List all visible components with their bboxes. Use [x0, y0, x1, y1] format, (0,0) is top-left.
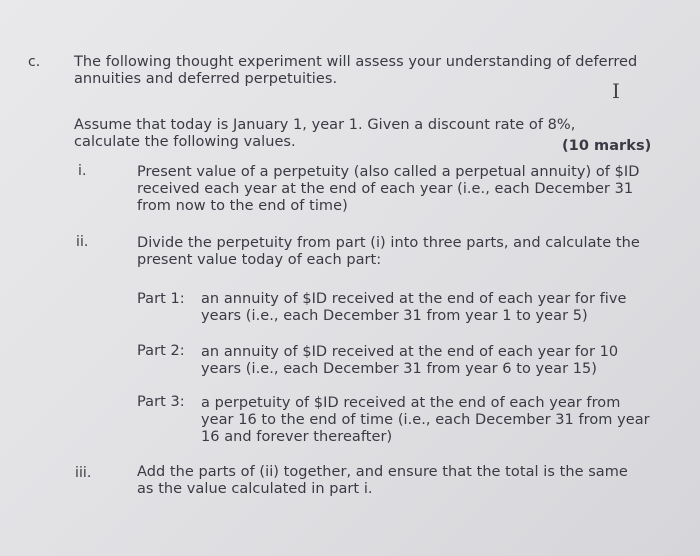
intro-line-1: The following thought experiment will assess your understanding of deferred	[74, 54, 638, 70]
subpart-1-line-2: years (i.e., each December 31 from year 1 to year 5)	[201, 308, 588, 324]
part-i-line-1: Present value of a perpetuity (also called a perpetual annuity) of $ID	[137, 164, 640, 180]
part-i-marker: i.	[78, 163, 87, 179]
subpart-2-line-2: years (i.e., each December 31 from year 6 to year 15)	[201, 361, 598, 377]
subpart-3-line-2: year 16 to the end of time (i.e., each December 31 from year	[201, 412, 650, 428]
part-iii-marker: iii.	[75, 465, 92, 481]
part-i-line-2: received each year at the end of each year (i.e., each December 31	[137, 181, 634, 197]
subpart-2-line-1: an annuity of $ID received at the end of each year for 10	[201, 344, 619, 360]
part-i-line-3: from now to the end of time)	[137, 198, 348, 214]
text-cursor-icon: I	[612, 79, 620, 103]
subpart-1-label: Part 1:	[137, 291, 185, 307]
part-ii-line-1: Divide the perpetuity from part (i) into three parts, and calculate the	[137, 235, 640, 251]
question-label: c.	[28, 54, 41, 70]
part-ii-line-2: present value today of each part:	[137, 252, 382, 268]
subpart-3-line-1: a perpetuity of $ID received at the end of each year from	[201, 395, 621, 411]
assume-line-2: calculate the following values.	[74, 134, 296, 150]
intro-line-2: annuities and deferred perpetuities.	[74, 71, 338, 87]
subpart-2-label: Part 2:	[137, 343, 185, 359]
subpart-3-label: Part 3:	[137, 394, 185, 410]
subpart-3-line-3: 16 and forever thereafter)	[201, 429, 393, 445]
subpart-1-line-1: an annuity of $ID received at the end of each year for five	[201, 291, 627, 307]
marks-label: (10 marks)	[562, 138, 652, 154]
part-iii-line-2: as the value calculated in part i.	[137, 481, 373, 497]
assume-line-1: Assume that today is January 1, year 1. Given a discount rate of 8%,	[74, 117, 576, 133]
part-ii-marker: ii.	[76, 234, 89, 250]
part-iii-line-1: Add the parts of (ii) together, and ensure that the total is the same	[137, 464, 628, 480]
